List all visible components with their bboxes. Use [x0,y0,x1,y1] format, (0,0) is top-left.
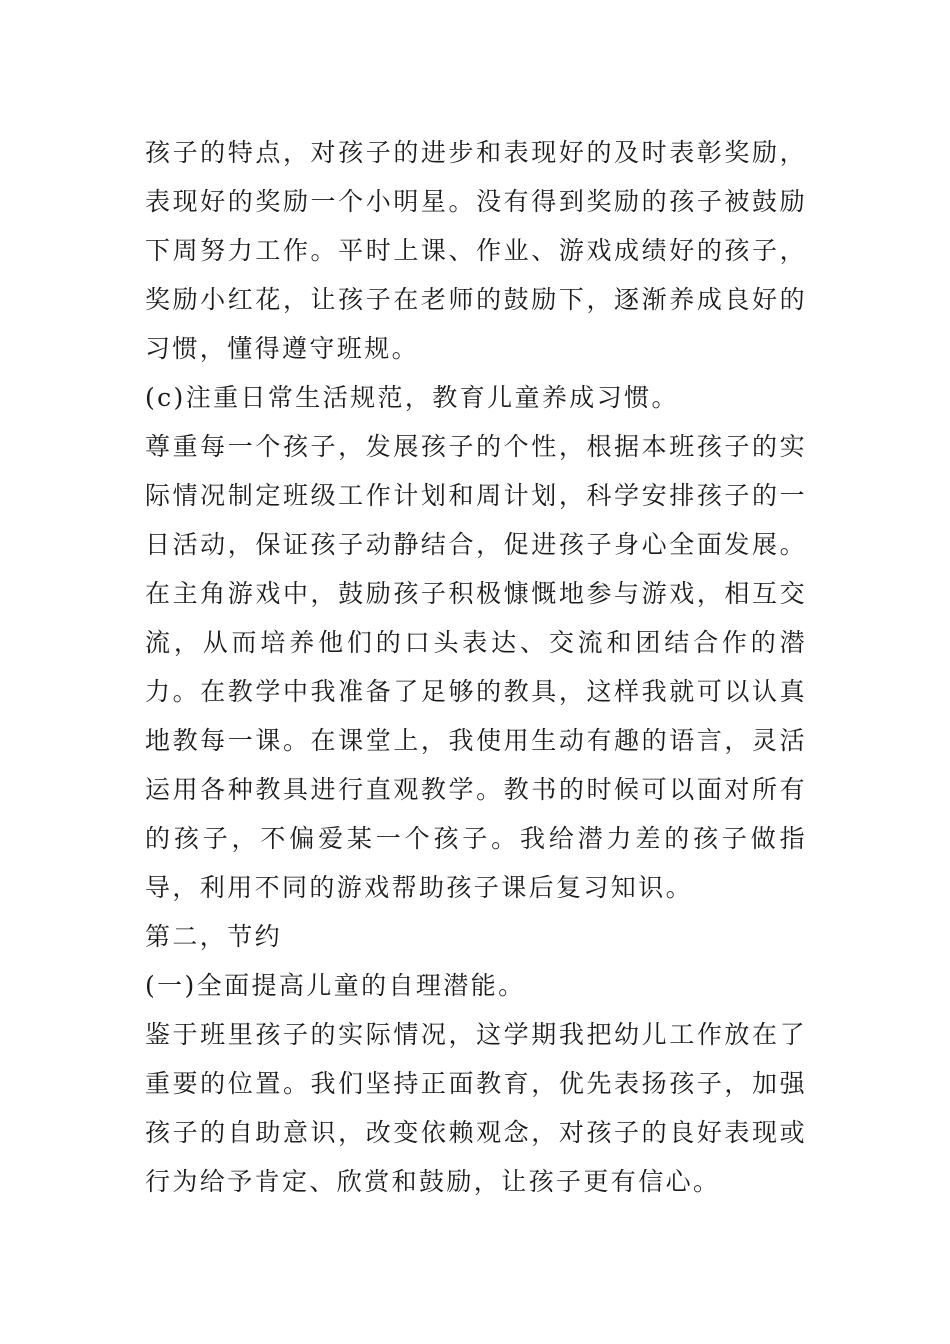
heading-second-section: 第二，节约 [145,922,283,951]
paragraph-rewards: 孩子的特点，对孩子的进步和表现好的及时表彰奖励，表现好的奖励一个小明星。没有得到奖励的孩子被鼓励下周努力工作。平时上课、作业、游戏成绩好的孩子，奖励小红花，让孩子在老师的鼓励下，逐渐养成良好的习惯，懂得遵守班规。 [145,138,807,363]
document-body [145,128,807,1206]
heading-daily-life-norms: (c)注重日常生活规范，教育儿童养成习惯。 [145,383,679,412]
paragraph-class-situation: 鉴于班里孩子的实际情况，这学期我把幼儿工作放在了重要的位置。我们坚持正面教育，优先表扬孩子，加强孩子的自助意识，改变依赖观念，对孩子的良好表现或行为给予肯定、欣赏和鼓励，让孩子更有信心。 [145,1020,807,1196]
heading-self-care: (一)全面提高儿童的自理潜能。 [145,971,526,1000]
paragraph-respect-each-child: 尊重每一个孩子，发展孩子的个性，根据本班孩子的实际情况制定班级工作计划和周计划，科学安排孩子的一日活动，保证孩子动静结合，促进孩子身心全面发展。在主角游戏中，鼓励孩子积极慷慨地参与游戏，相互交流，从而培养他们的口头表达、交流和团结合作的潜力。在教学中我准备了足够的教具，这样我就可以认真地教每一课。在课堂上，我使用生动有趣的语言，灵活运用各种教具进行直观教学。教书的时候可以面对所有的孩子，不偏爱某一个孩子。我给潜力差的孩子做指导，利用不同的游戏帮助孩子课后复习知识。 [145,432,807,902]
